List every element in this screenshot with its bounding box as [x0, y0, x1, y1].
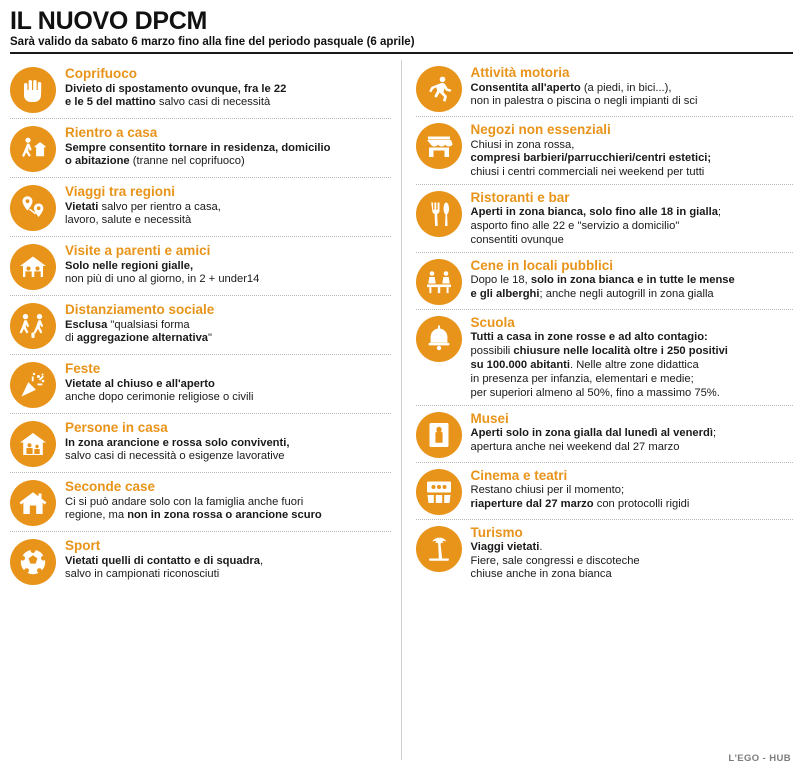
rule-entry-line: Vietati salvo per rientro a casa, — [65, 200, 221, 213]
rule-entry-line: Tutti a casa in zone rosse e ad alto contagio: — [470, 331, 708, 344]
rule-entry — [416, 310, 794, 406]
rule-entry-lines — [471, 331, 794, 400]
rule-entry-lines — [471, 82, 794, 110]
rule-entry-line: non più di uno al giorno, in 2 + under14 — [65, 273, 260, 286]
rule-entry-line: Solo nelle regioni gialle, — [65, 259, 194, 272]
rule-entry-lines — [471, 541, 794, 583]
rule-entry — [416, 406, 794, 463]
rule-entry — [416, 520, 794, 587]
rule-entry-body — [471, 410, 794, 455]
rule-entry-line: o abitazione (tranne nel coprifuoco) — [65, 155, 245, 168]
rule-entry — [10, 119, 391, 178]
museum-statue-icon — [416, 412, 462, 458]
rule-entry — [10, 414, 391, 473]
rule-entry-lines — [471, 484, 794, 512]
rule-entry — [10, 296, 391, 355]
rule-entry-lines — [65, 378, 391, 406]
table-chairs-icon — [416, 259, 462, 305]
rule-entry-line: Esclusa "qualsiasi forma — [65, 318, 190, 331]
rule-entry — [416, 60, 794, 117]
rule-entry-lines — [471, 427, 794, 455]
two-people-distance-icon — [10, 303, 56, 349]
rule-entry-body — [471, 314, 794, 401]
rule-entry-body — [471, 524, 794, 583]
rule-entry-line: Dopo le 18, solo in zona bianca e in tutte le mense — [470, 274, 735, 287]
rule-entry-title: Scuola — [470, 315, 515, 331]
cinema-seats-icon — [416, 469, 462, 515]
rule-entry-line: Vietate al chiuso e all'aperto — [65, 377, 215, 390]
rule-entry-line: possibili chiusure nelle località oltre i 250 positivi — [470, 345, 728, 358]
rule-entry-lines — [65, 437, 391, 465]
credit-label: L'EGO - HUB — [728, 753, 791, 764]
rule-entry-lines — [65, 260, 391, 288]
rule-entry-lines — [65, 142, 391, 170]
house-family-icon — [10, 244, 56, 290]
rule-entry-line: Fiere, sale congressi e discoteche — [470, 554, 640, 567]
rule-entry — [10, 532, 391, 590]
rule-entry-body — [471, 257, 794, 302]
rule-entry-title: Viaggi tra regioni — [65, 184, 176, 200]
party-popper-icon — [10, 362, 56, 408]
content-columns — [10, 60, 793, 760]
rule-entry-line: Aperti in zona bianca, solo fino alle 18 in gialla; — [470, 206, 722, 219]
rule-entry-title: Sport — [65, 538, 101, 554]
rule-entry-line: Sempre consentito tornare in residenza, domicilio — [65, 141, 331, 154]
second-home-icon — [10, 480, 56, 526]
running-person-icon — [416, 66, 462, 112]
rule-entry-title: Cinema e teatri — [470, 467, 568, 483]
rule-entry — [416, 463, 794, 520]
rule-entry-lines — [471, 139, 794, 181]
rule-entry-body — [65, 478, 391, 523]
rule-entry-line: Viaggi vietati. — [470, 540, 543, 553]
rule-entry-lines — [65, 555, 391, 583]
rule-entry-body — [471, 121, 794, 180]
rule-entry-title: Persone in casa — [65, 420, 168, 436]
rule-entry-title: Ristoranti e bar — [470, 190, 570, 206]
rule-entry-body — [65, 419, 391, 464]
rule-entry-body — [65, 183, 391, 228]
rule-entry-line: in presenza per infanzia, elementari e medie; — [470, 372, 694, 385]
rule-entry — [10, 60, 391, 119]
rule-entry-lines — [471, 206, 794, 248]
rule-entry — [10, 473, 391, 532]
rule-entry-title: Turismo — [470, 524, 523, 540]
rule-entry-lines — [65, 496, 391, 524]
rule-entry — [416, 185, 794, 253]
rule-entry-line: e gli alberghi; anche negli autogrill in zona gialla — [470, 288, 714, 301]
map-pins-icon — [10, 185, 56, 231]
rule-entry-lines — [471, 274, 794, 302]
rule-entry-line: salvo casi di necessità o esigenze lavorative — [65, 450, 285, 463]
soccer-ball-icon — [10, 539, 56, 585]
rule-entry-line: lavoro, salute e necessità — [65, 214, 192, 227]
rule-entry-title: Distanziamento sociale — [65, 302, 215, 318]
rule-entry — [416, 253, 794, 310]
right-column — [402, 60, 794, 760]
open-hand-icon — [10, 67, 56, 113]
rule-entry-body — [471, 467, 794, 512]
rule-entry — [10, 237, 391, 296]
palm-beach-icon — [416, 526, 462, 572]
page-title: IL NUOVO DPCM — [10, 7, 208, 35]
rule-entry-line: anche dopo cerimonie religiose o civili — [65, 391, 254, 404]
rule-entry-title: Seconde case — [65, 479, 156, 495]
header — [10, 8, 793, 54]
rule-entry-lines — [65, 319, 391, 347]
rule-entry-title: Feste — [65, 361, 101, 377]
rule-entry-body — [65, 65, 391, 110]
rule-entry-line: Chiusi in zona rossa, — [470, 138, 575, 151]
rule-entry-title: Cene in locali pubblici — [470, 258, 614, 274]
rule-entry-body — [65, 537, 391, 582]
rule-entry-body — [65, 124, 391, 169]
rule-entry-title: Negozi non essenziali — [470, 122, 611, 138]
rule-entry-line: Consentita all'aperto (a piedi, in bici...), — [470, 81, 672, 94]
rule-entry-line: apertura anche nei weekend dal 27 marzo — [470, 440, 680, 453]
rule-entry-title: Coprifuoco — [65, 66, 137, 82]
rule-entry-line: consentiti ovunque — [470, 234, 564, 247]
rule-entry-title: Attività motoria — [470, 65, 570, 81]
shop-awning-icon — [416, 123, 462, 169]
rule-entry-body — [65, 242, 391, 287]
rule-entry — [10, 178, 391, 237]
rule-entry-line: chiusi i centri commerciali nei weekend per tutti — [470, 166, 705, 179]
rule-entry-lines — [65, 83, 391, 111]
rule-entry-line: Aperti solo in zona gialla dal lunedì al venerdì; — [470, 426, 717, 439]
rule-entry-line: regione, ma non in zona rossa o arancione scuro — [65, 509, 322, 522]
fork-knife-icon — [416, 191, 462, 237]
rule-entry-title: Rientro a casa — [65, 125, 158, 141]
school-bell-icon — [416, 316, 462, 362]
rule-entry-line: In zona arancione e rossa solo conviventi, — [65, 436, 290, 449]
rule-entry-line: compresi barbieri/parrucchieri/centri estetici; — [470, 152, 712, 165]
rule-entry-line: e le 5 del mattino salvo casi di necessità — [65, 96, 271, 109]
rule-entry-line: chiuse anche in zona bianca — [470, 568, 612, 581]
rule-entry-line: asporto fino alle 22 e "servizio a domicilio" — [470, 220, 680, 233]
rule-entry-title: Visite a parenti e amici — [65, 243, 211, 259]
rule-entry-title: Musei — [470, 410, 509, 426]
rule-entry-body — [65, 301, 391, 346]
rule-entry-line: Vietati quelli di contatto e di squadra, — [65, 554, 264, 567]
person-walking-home-icon — [10, 126, 56, 172]
rule-entry-body — [471, 189, 794, 248]
rule-entry-body — [65, 360, 391, 405]
house-people-inside-icon — [10, 421, 56, 467]
rule-entry-line: salvo in campionati riconosciuti — [65, 568, 220, 581]
rule-entry-line: Restano chiusi per il momento; — [470, 483, 625, 496]
rule-entry-line: su 100.000 abitanti. Nelle altre zone didattica — [470, 358, 699, 371]
rule-entry — [10, 355, 391, 414]
rule-entry-lines — [65, 201, 391, 229]
rule-entry-line: per superiori almeno al 50%, fino a massimo 75%. — [470, 386, 720, 399]
rule-entry — [416, 117, 794, 185]
page-subtitle: Sarà valido da sabato 6 marzo fino alla fine del periodo pasquale (6 aprile) — [10, 36, 415, 49]
rule-entry-line: non in palestra o piscina o negli impianti di sci — [470, 95, 698, 108]
rule-entry-line: di aggregazione alternativa" — [65, 332, 212, 345]
rule-entry-line: Ci si può andare solo con la famiglia anche fuori — [65, 495, 304, 508]
rule-entry-line: Divieto di spostamento ovunque, fra le 22 — [65, 82, 287, 95]
rule-entry-line: riaperture dal 27 marzo con protocolli rigidi — [470, 497, 690, 510]
rule-entry-body — [471, 64, 794, 109]
left-column — [10, 60, 402, 760]
